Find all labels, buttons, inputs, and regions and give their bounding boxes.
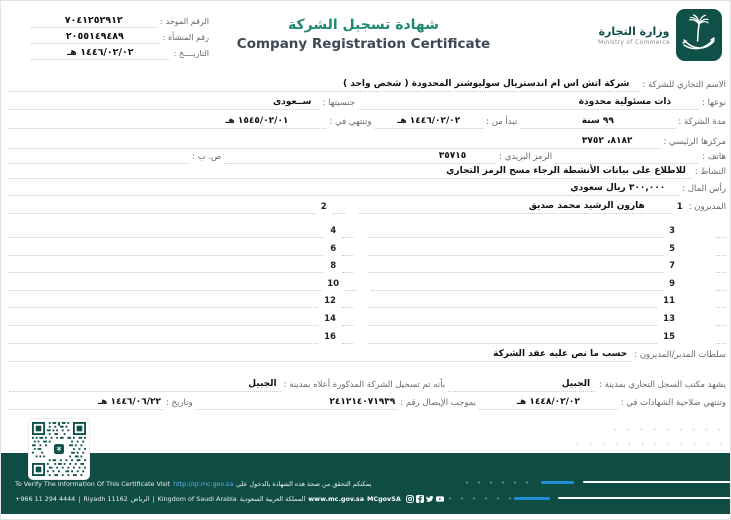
phone-postal-row — [9, 149, 726, 164]
managers-label: المديرون : — [688, 202, 726, 212]
capital-value: ٣٠٠,٠٠٠ ريال سعودي — [570, 183, 666, 193]
receipt-date-label: وتاريخ : — [165, 398, 193, 408]
manager-slot-number: 14 — [324, 314, 336, 324]
manager-slot-number: 4 — [330, 226, 337, 236]
footer-decor-blue-dash — [514, 497, 550, 500]
youtube-icon[interactable] — [436, 495, 444, 503]
manager-slot-row — [9, 241, 726, 256]
phone-label: هاتف : — [702, 152, 726, 162]
duration-value: ٩٩ سنة — [581, 116, 614, 126]
capital-label: رأس المال : — [682, 184, 726, 194]
validity-end-value: ١٤٤٨/٠٢/٠٢ هـ — [516, 397, 580, 407]
validity-receipt-row — [9, 395, 726, 410]
manager-slot-number: 11 — [663, 296, 675, 306]
manager-slot-number: 6 — [330, 244, 337, 254]
receipt-date-value: ١٤٤٦/٠٦/٢٢ هـ — [98, 397, 161, 407]
watermark-dots — [571, 442, 731, 445]
receipt-number-label: بموجب الإيصال رقم : — [400, 398, 477, 408]
footer-text — [15, 477, 447, 506]
company-name-label: الاسم التجاري للشركة : — [642, 80, 726, 90]
manager-slot-row — [9, 329, 726, 344]
footer-bar — [1, 453, 731, 514]
head-office-row — [9, 134, 726, 149]
manager-slot-number: 10 — [327, 279, 340, 289]
footer-website[interactable]: www.mc.gov.sa — [308, 494, 365, 503]
issue-date-row — [31, 45, 209, 60]
manager-slot-row — [9, 311, 726, 326]
footer-address-ar: الرياض — [130, 494, 150, 503]
start-date-value: ١٤٤٦/٠٢/٠٢ هـ — [397, 116, 461, 126]
manager-slot-number: 5 — [669, 244, 675, 254]
company-name-value: شركة اتش اس ام اندستريال سوليوشنز المحدودة ( شخص واحد ) — [342, 79, 630, 89]
capital-row — [9, 181, 726, 196]
duration-label: مدة الشركة : — [678, 117, 726, 127]
start-date-label: تبدأ من : — [486, 117, 518, 127]
head-office-value: ٨١٨٢، ٣٧٥٢ — [581, 136, 633, 146]
certificate-title — [236, 17, 491, 52]
nationality-label: جنسيتها : — [322, 98, 356, 108]
issue-date-label: التاريــــخ : — [173, 49, 209, 58]
company-name-row — [9, 77, 726, 92]
manager-slot-number: 15 — [663, 332, 675, 342]
entity-number-label: رقم المنشأة : — [162, 33, 209, 42]
footer-phone: +966 11 294 4444 — [15, 494, 76, 503]
manager-powers-row — [9, 347, 726, 362]
footer-decor-dots — [461, 481, 537, 484]
receipt-number-value: ٢٤١٢١٤٠٧١٩٣٩ — [329, 397, 396, 407]
footer-country-en: Kingdom of Saudi Arabia — [157, 494, 237, 503]
registry-city-label: يشهد مكتب السجل التجاري بمدينة : — [599, 380, 726, 390]
entity-number-row — [31, 29, 209, 44]
footer-address-en: Riyadh 11162 — [83, 494, 128, 503]
manager-powers-label: سلطات المدير/المديرون : — [634, 350, 726, 360]
footer-decor-dots — [444, 497, 514, 500]
postal-code-label: الرمز البريدي : — [499, 152, 553, 162]
manager-slot-number: 12 — [324, 296, 336, 306]
manager-slot-number: 9 — [669, 279, 675, 289]
manager-slot-number: 2 — [320, 202, 327, 212]
footer-social-handle: MCgovSA — [367, 494, 401, 503]
unified-number-label: الرقم الموحد : — [160, 17, 209, 26]
ministry-name-arabic: وزارة التجارة — [598, 24, 670, 38]
postal-code-value: ٣٥٧١٥ — [438, 151, 467, 161]
managers-row — [9, 199, 726, 214]
manager-powers-value: حسب ما نص عليه عقد الشركة — [493, 349, 628, 359]
manager-name: هارون الرشيد محمد صديق — [528, 201, 645, 211]
activity-row — [9, 164, 726, 179]
validity-end-label: وتنتهي صلاحية الشهادات في : — [620, 398, 726, 408]
end-date-value: ١٥٤٥/٠٢/٠١ هـ — [225, 116, 289, 126]
ministry-brand — [598, 9, 722, 61]
title-english: Company Registration Certificate — [236, 36, 491, 52]
manager-slot-number: 1 — [676, 202, 683, 212]
watermark-dots — [609, 428, 724, 431]
manager-slot-row — [9, 293, 726, 308]
nationality-value: ســعودى — [272, 97, 312, 107]
manager-slot-row — [9, 258, 726, 273]
verify-link[interactable]: http://qr.mc.gov.sa — [173, 480, 234, 488]
unified-number-value: ٧٠٤١٢٥٢٩١٢ — [64, 15, 123, 26]
po-box-label: ص. ب : — [192, 152, 222, 162]
manager-slot-row — [9, 223, 726, 238]
end-date-label: وتنتهي في : — [329, 117, 372, 127]
ministry-name-english: Ministry of Commerce — [598, 38, 670, 46]
type-nationality-row — [9, 95, 726, 110]
unified-number-row — [31, 13, 209, 28]
registry-city-value: الجبيل — [561, 379, 591, 389]
footer-country-ar: المملكة العربية السعودية — [239, 494, 306, 503]
manager-slot-row — [9, 276, 726, 291]
registered-above-city-label: بأنه تم تسجيل الشركة المذكورة أعلاه بمدينة : — [283, 380, 446, 390]
activity-value: للاطلاع على بيانات الأنشطة الرجاء مسح الرمز التجاري — [446, 166, 686, 176]
duration-row — [9, 114, 726, 129]
manager-slot-number: 3 — [669, 226, 675, 236]
footer-separator: | — [152, 494, 155, 503]
registered-above-city-value: الجبيل — [248, 379, 277, 389]
manager-slot-number: 13 — [663, 314, 675, 324]
entity-number-value: ٢٠٥٥١٤٩٤٨٩ — [65, 31, 124, 42]
twitter-icon[interactable] — [426, 495, 434, 503]
manager-slot-number: 8 — [330, 261, 337, 271]
ministry-emblem-icon — [676, 9, 722, 61]
footer-separator: | — [78, 494, 81, 503]
instagram-icon[interactable] — [406, 495, 414, 503]
header-meta — [31, 13, 209, 61]
facebook-icon[interactable] — [416, 495, 424, 503]
manager-slot-number: 16 — [324, 332, 336, 342]
footer-contact-line — [15, 492, 447, 507]
issue-date-value: ١٤٤٦/٠٢/٠٢ هـ — [67, 47, 134, 58]
activity-label: النشاط : — [694, 167, 726, 177]
head-office-label: مركزها الرئيسي : — [663, 137, 726, 147]
footer-decor-white-line — [558, 497, 731, 499]
entity-type-label: نوعها : — [702, 98, 726, 108]
ministry-name — [598, 25, 670, 46]
verify-text-ar: يمكنكم التحقق من صحة هذه الشهادة بالدخول على — [236, 480, 372, 488]
qr-code — [29, 419, 89, 479]
verify-text-en: To Verify The Information Of This Certificate Visit — [15, 480, 171, 488]
manager-slot-number: 7 — [669, 261, 675, 271]
registry-attestation-row — [9, 377, 726, 392]
title-arabic: شهادة تسجيل الشركة — [288, 17, 439, 33]
footer-decor-blue-dash — [541, 481, 574, 484]
entity-type-value: ذات مسئولية محدودة — [578, 97, 672, 107]
footer-decor-white-line — [583, 481, 731, 483]
